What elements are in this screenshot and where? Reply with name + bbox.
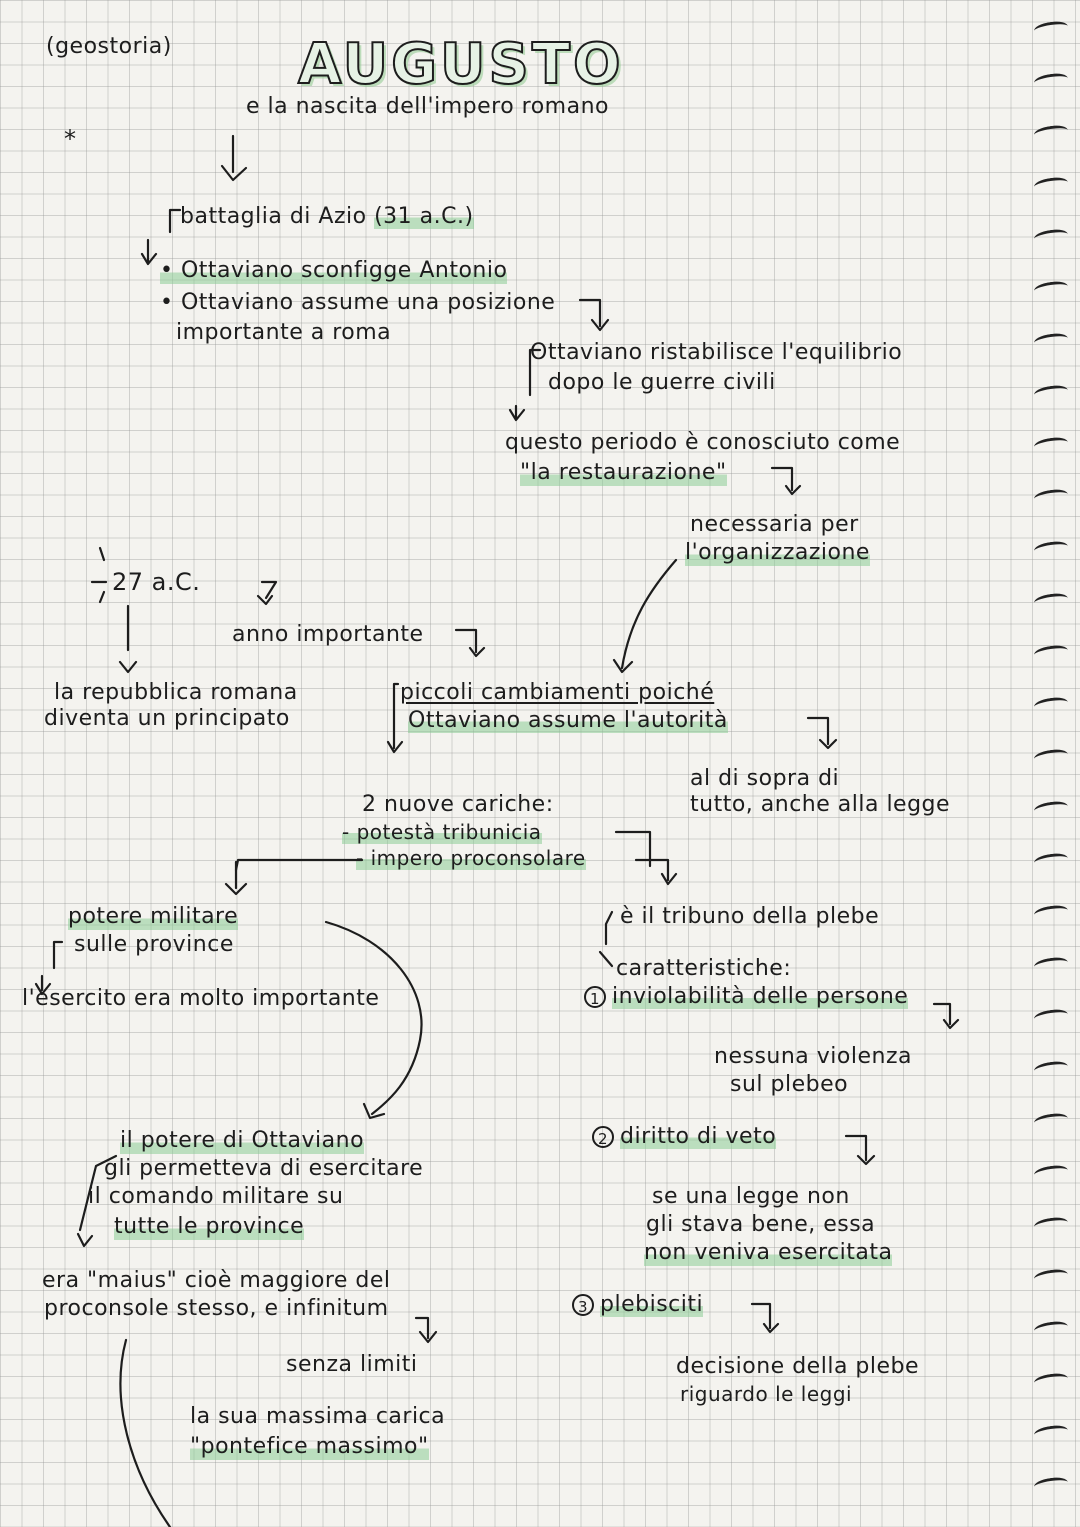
item-3-note-1: decisione della plebe bbox=[676, 1354, 920, 1379]
charge-line-2: "pontefice massimo" bbox=[190, 1434, 429, 1459]
power-line-2: gli permetteva di esercitare bbox=[104, 1156, 424, 1181]
power-line-1: il potere di Ottaviano bbox=[120, 1128, 365, 1153]
maius-line-1: era "maius" cioè maggiore del bbox=[42, 1268, 391, 1293]
azio-bullet-2: • Ottaviano assume una posizione bbox=[160, 290, 556, 315]
subject-label: (geostoria) bbox=[46, 34, 172, 59]
power-line-4: tutte le province bbox=[114, 1214, 305, 1239]
tribune-item-2: 2 diritto di veto bbox=[592, 1124, 776, 1150]
above-line-1: al di sopra di bbox=[690, 766, 840, 791]
item-2-note-1: se una legge non bbox=[652, 1184, 850, 1209]
changes-line-2: Ottaviano assume l'autorità bbox=[408, 708, 728, 733]
tribune-item-3: 3 plebisciti bbox=[572, 1292, 703, 1318]
necessary-line-1: necessaria per bbox=[690, 512, 859, 537]
military-line-1: potere militare bbox=[68, 904, 239, 929]
item-3-note-2: riguardo le leggi bbox=[680, 1382, 853, 1406]
power-line-3: il comando militare su bbox=[88, 1184, 344, 1209]
page-subtitle: e la nascita dell'impero romano bbox=[246, 94, 609, 119]
charge-line-1: la sua massima carica bbox=[190, 1404, 446, 1429]
army-note: l'esercito era molto importante bbox=[22, 986, 380, 1011]
charge-item-2: - impero proconsolare bbox=[356, 846, 586, 870]
important-year: anno importante bbox=[232, 622, 424, 647]
changes-line-1: piccoli cambiamenti poiché bbox=[400, 680, 715, 705]
azio-bullet-3: importante a roma bbox=[176, 320, 392, 345]
maius-line-2: proconsole stesso, e infinitum bbox=[44, 1296, 389, 1321]
charges-heading: 2 nuove cariche: bbox=[362, 792, 554, 817]
charge-item-1: - potestà tribunicia bbox=[342, 820, 542, 844]
above-line-2: tutto, anche alla legge bbox=[690, 792, 951, 817]
tribune-item-1: 1 inviolabilità delle persone bbox=[584, 984, 908, 1010]
page-title: AUGUSTO bbox=[298, 32, 624, 97]
equilibrium-line-1: Ottaviano ristabilisce l'equilibrio bbox=[530, 340, 903, 365]
republic-line-1: la repubblica romana bbox=[54, 680, 298, 705]
item-1-note-2: sul plebeo bbox=[730, 1072, 849, 1097]
necessary-line-2: l'organizzazione bbox=[685, 540, 870, 565]
item-2-note-2: gli stava bene, essa bbox=[646, 1212, 876, 1237]
tribune-heading: è il tribuno della plebe bbox=[620, 904, 880, 929]
number-3-icon: 3 bbox=[572, 1294, 594, 1316]
equilibrium-line-2: dopo le guerre civili bbox=[548, 370, 776, 395]
military-line-2: sulle province bbox=[74, 932, 234, 957]
republic-line-2: diventa un principato bbox=[44, 706, 290, 731]
number-1-icon: 1 bbox=[584, 986, 606, 1008]
features-label: caratteristiche: bbox=[616, 956, 792, 981]
item-2-note-3: non veniva esercitata bbox=[644, 1240, 893, 1265]
number-2-icon: 2 bbox=[592, 1126, 614, 1148]
period-line-2: "la restaurazione" bbox=[520, 460, 727, 485]
year-27: 27 a.C. bbox=[112, 568, 201, 596]
item-1-note-1: nessuna violenza bbox=[714, 1044, 912, 1069]
period-line-1: questo periodo è conosciuto come bbox=[505, 430, 901, 455]
azio-bullet-1: • Ottaviano sconfigge Antonio bbox=[160, 258, 508, 283]
azio-heading-text: battaglia di Azio bbox=[180, 204, 367, 229]
azio-date: (31 a.C.) bbox=[374, 204, 474, 229]
spiral-binding bbox=[1022, 0, 1080, 1527]
star-mark: * bbox=[64, 125, 76, 153]
limitless-note: senza limiti bbox=[286, 1352, 418, 1377]
